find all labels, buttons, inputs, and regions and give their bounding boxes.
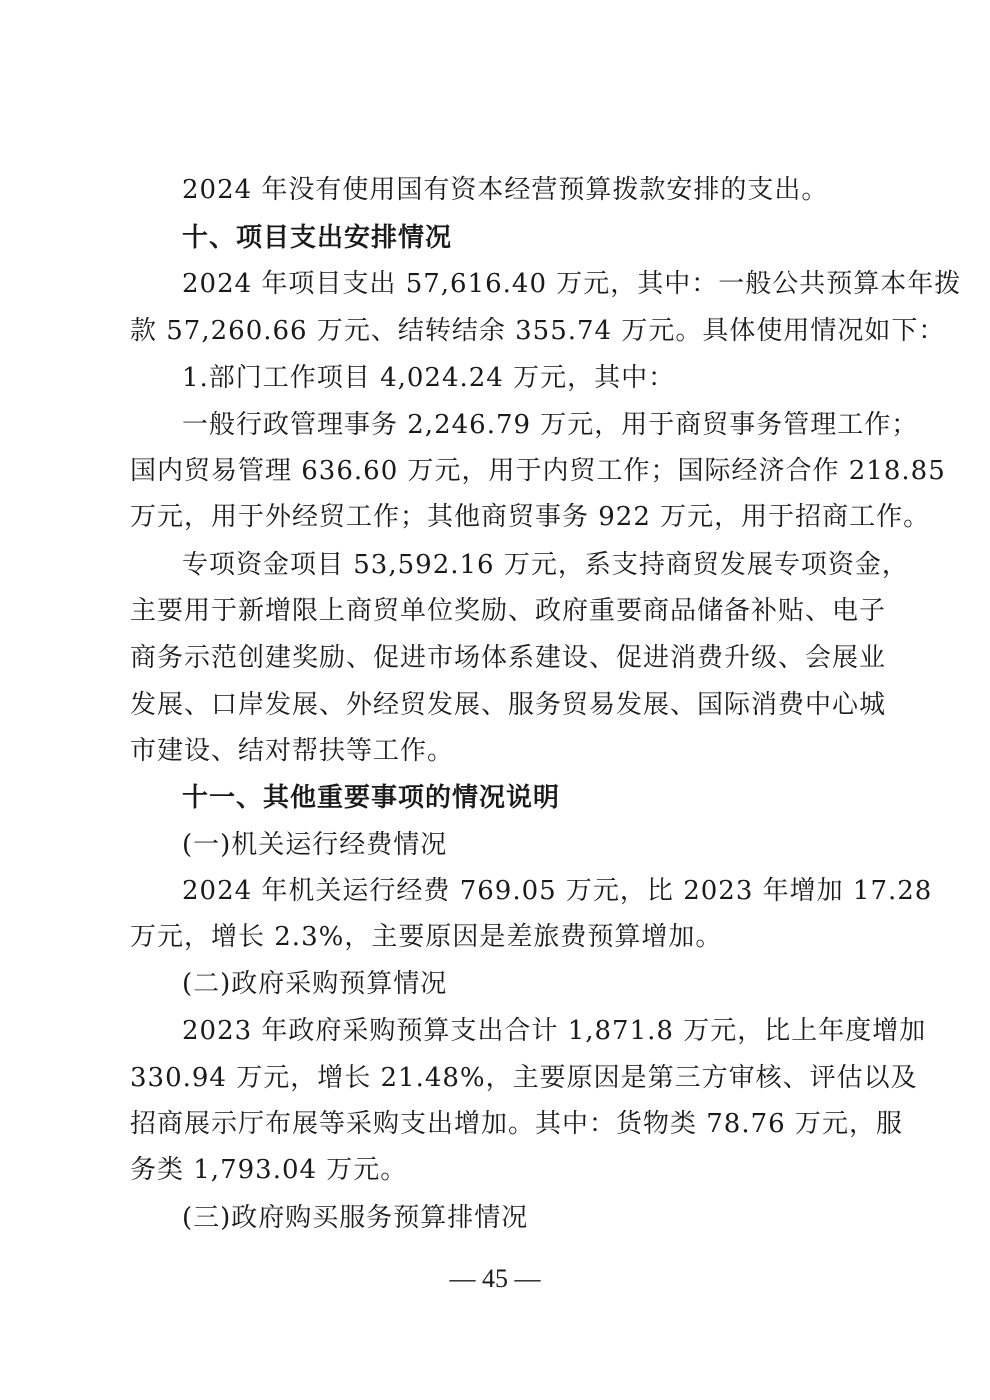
subsection-heading: (二)政府采购预算情况 bbox=[182, 969, 448, 999]
paragraph-line: 主要用于新增限上商贸单位奖励、政府重要商品储备补贴、电子 bbox=[130, 596, 887, 626]
paragraph-line: 2024 年项目支出 57,616.40 万元，其中：一般公共预算本年拨 bbox=[182, 269, 962, 299]
paragraph-line: 2024 年没有使用国有资本经营预算拨款安排的支出。 bbox=[182, 175, 829, 205]
paragraph-line: 务类 1,793.04 万元。 bbox=[130, 1155, 408, 1185]
paragraph-line: 一般行政管理事务 2,246.79 万元，用于商贸事务管理工作； bbox=[182, 410, 919, 440]
paragraph-line: 款 57,260.66 万元、结转结余 355.74 万元。具体使用情况如下： bbox=[130, 316, 946, 346]
paragraph-line: 招商展示厅布展等采购支出增加。其中：货物类 78.76 万元，服 bbox=[130, 1109, 903, 1139]
section-heading-10: 十、项目支出安排情况 bbox=[182, 223, 453, 253]
paragraph-line: 专项资金项目 53,592.16 万元，系支持商贸发展专项资金， bbox=[182, 550, 909, 580]
section-heading-11: 十一、其他重要事项的情况说明 bbox=[182, 783, 561, 813]
paragraph-line: 发展、口岸发展、外经贸发展、服务贸易发展、国际消费中心城 bbox=[130, 690, 887, 720]
paragraph-line: 国内贸易管理 636.60 万元，用于内贸工作；国际经济合作 218.85 bbox=[130, 456, 946, 486]
page-number: — 45 — bbox=[449, 1264, 541, 1293]
paragraph-line: 1.部门工作项目 4,024.24 万元，其中： bbox=[182, 363, 676, 393]
paragraph-line: 市建设、结对帮扶等工作。 bbox=[130, 736, 455, 766]
paragraph-line: 万元，增长 2.3%，主要原因是差旅费预算增加。 bbox=[130, 922, 723, 952]
paragraph-line: 万元，用于外经贸工作；其他商贸事务 922 万元，用于招商工作。 bbox=[130, 502, 931, 532]
paragraph-line: 2023 年政府采购预算支出合计 1,871.8 万元，比上年度增加 bbox=[182, 1016, 927, 1046]
paragraph-line: 2024 年机关运行经费 769.05 万元，比 2023 年增加 17.28 bbox=[182, 876, 933, 906]
paragraph-line: 商务示范创建奖励、促进市场体系建设、促进消费升级、会展业 bbox=[130, 643, 887, 673]
subsection-heading: (一)机关运行经费情况 bbox=[182, 830, 448, 860]
paragraph-line: 330.94 万元，增长 21.48%，主要原因是第三方审核、评估以及 bbox=[130, 1063, 918, 1093]
subsection-heading: (三)政府购买服务预算排情况 bbox=[182, 1203, 529, 1233]
